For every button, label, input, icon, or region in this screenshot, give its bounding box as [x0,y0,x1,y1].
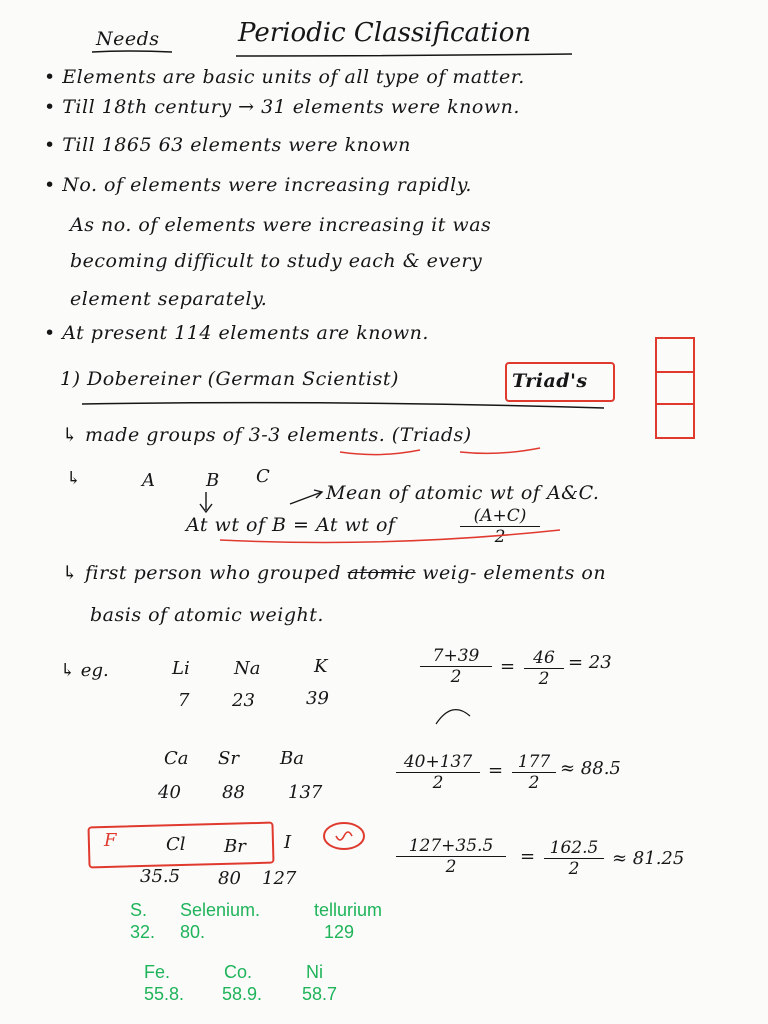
symbol-li: Li [172,658,190,679]
triad2-fraction [396,752,480,793]
weight-br: 80 [218,868,241,889]
typed-sulfur-weight: 32. [130,922,156,942]
symbol-ba: Ba [280,748,304,769]
atwt-numerator: (A+C) [460,506,540,527]
iodine-circle-mark [336,832,352,840]
atwt-fraction [460,506,540,547]
triad2-numerator: 40+137 [396,752,480,773]
triad3-numerator: 127+35.5 [396,836,506,857]
triad3-numerator-2: 162.5 [544,838,604,859]
weight-ba: 137 [288,782,323,803]
typed-iron-weight: 55.8. [144,984,185,1004]
pencil-arc [436,710,470,724]
weight-i: 127 [262,868,297,889]
triad2-numerator-2: 177 [512,752,556,773]
typed-nickel: Ni [306,962,323,982]
made-groups-red-underline [340,448,540,455]
triad2-result: ≈ 88.5 [560,758,621,779]
weight-li: 7 [178,690,190,711]
eg-label: ↳ eg. [60,660,109,681]
intro-line: • At present 114 elements are known. [44,322,429,344]
triad1-denominator: 2 [450,667,462,687]
typed-sulfur: S. [130,900,148,920]
intro-line: • Till 1865 63 elements were known [44,134,411,156]
triad1-result: = 23 [568,652,612,673]
header-underline [92,51,172,52]
page-title: Periodic Classification [238,18,532,48]
first-person-struck: atomic [347,562,416,584]
weight-sr: 88 [222,782,245,803]
typed-tellurium-weight: 129 [324,922,355,942]
typed-tellurium: tellurium [314,900,383,920]
triad3-fraction-2 [544,838,604,879]
triad3-denominator: 2 [445,857,457,877]
mean-arrow [290,490,322,504]
typed-iron: Fe. [144,962,171,982]
symbol-f: F [104,830,117,851]
title-underline [236,54,572,56]
typed-cobalt-weight: 58.9. [222,984,263,1004]
triad1-fraction [420,646,492,687]
typed-selenium-weight: 80. [180,922,206,942]
equals-sign: = [520,846,536,867]
dobereiner-underline [82,403,604,408]
triad3-denominator-2: 2 [568,859,580,879]
intro-line: As no. of elements were increasing it was [70,214,492,236]
label-a: A [142,470,155,491]
triad2-denominator-2: 2 [528,773,540,793]
iodine-red-circle [324,823,364,849]
equals-sign: = [488,760,504,781]
triad3-fraction [396,836,506,877]
symbol-sr: Sr [218,748,239,769]
triad1-numerator-2: 46 [524,648,564,669]
intro-line: • No. of elements were increasing rapidly. [44,174,472,196]
symbol-na: Na [234,658,261,679]
label-b: B [206,470,220,491]
triad3-result: ≈ 81.25 [612,848,685,869]
triad1-fraction-2 [524,648,564,689]
weight-ca: 40 [158,782,181,803]
intro-line: element separately. [70,288,268,310]
atwt-rule: At wt of B = At wt of [186,514,396,536]
dobereiner-heading: 1) Dobereiner (German Scientist) [60,368,399,390]
triad-column-dividers [656,372,694,404]
triad2-denominator: 2 [432,773,444,793]
basis-line: basis of atomic weight. [90,604,324,626]
symbol-br: Br [224,836,246,857]
first-person-post: weig- elements on [415,562,607,584]
atwt-denominator: 2 [494,527,506,547]
triad-column-sketch [656,338,694,438]
symbol-k: K [314,656,328,677]
label-c: C [256,466,270,487]
weight-k: 39 [306,688,329,709]
abc-arrow: ↳ [66,468,82,489]
first-person-pre: ↳ first person who grouped [62,562,348,584]
symbol-cl: Cl [166,834,186,855]
intro-line: • Till 18th century → 31 elements were known. [44,96,520,118]
mean-text: Mean of atomic wt of A&C. [326,482,600,504]
weight-cl: 35.5 [140,866,181,887]
triad2-fraction-2 [512,752,556,793]
typed-selenium: Selenium. [180,900,261,920]
triad1-numerator: 7+39 [420,646,492,667]
typed-nickel-weight: 58.7 [302,984,338,1004]
intro-line: • Elements are basic units of all type of matter. [44,66,525,88]
triads-label: Triad's [512,370,588,392]
triad1-denominator-2: 2 [538,669,550,689]
weight-na: 23 [232,690,255,711]
equals-sign: = [500,656,516,677]
header-tag: Needs [96,28,160,50]
b-down-arrow [200,492,212,512]
symbol-i: I [284,832,292,853]
intro-line: becoming difficult to study each & every [70,250,483,272]
made-groups-line: ↳ made groups of 3-3 elements. (Triads) [62,424,472,446]
first-person-line [62,562,606,584]
symbol-ca: Ca [164,748,189,769]
typed-cobalt: Co. [224,962,253,982]
